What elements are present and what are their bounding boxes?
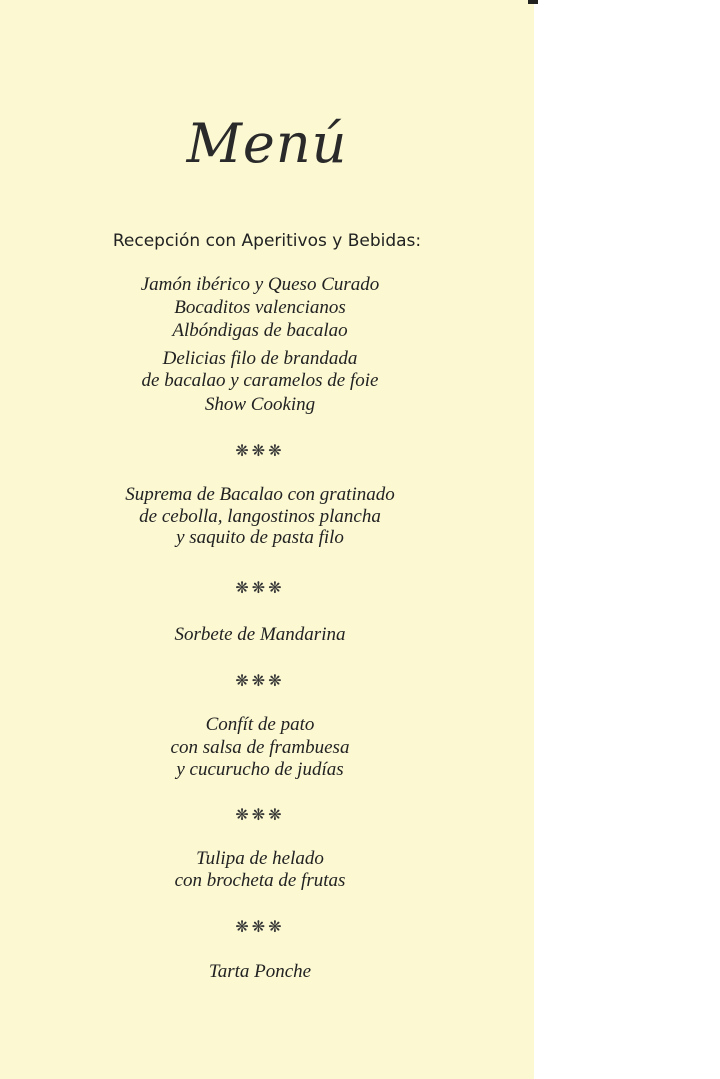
course-line: y cucurucho de judías [176, 759, 344, 780]
course-line: y saquito de pasta filo [176, 527, 344, 548]
ornament-separator: ❋❋❋ [235, 578, 285, 597]
course-line: Sorbete de Mandarina [174, 624, 346, 645]
course-line: Confít de pato [205, 714, 315, 735]
scan-corner-mark [528, 0, 538, 4]
course-line: de cebolla, langostinos plancha [139, 506, 381, 527]
reception-item: Jamón ibérico y Queso Curado [140, 274, 380, 295]
course-line: con brocheta de frutas [174, 870, 346, 891]
reception-item: de bacalao y caramelos de foie [141, 370, 379, 391]
reception-item: Albóndigas de bacalao [172, 320, 348, 341]
course-line: Tarta Ponche [208, 961, 312, 982]
ornament-separator: ❋❋❋ [235, 805, 285, 824]
ornament-separator: ❋❋❋ [235, 671, 285, 690]
ornament-separator: ❋❋❋ [235, 441, 285, 460]
reception-item: Bocaditos valencianos [174, 297, 346, 318]
course-line: Tulipa de helado [196, 848, 324, 869]
reception-item: Show Cooking [204, 394, 316, 415]
course-line: con salsa de frambuesa [170, 737, 350, 758]
reception-item: Delicias filo de brandada [162, 348, 358, 369]
course-line: Suprema de Bacalao con gratinado [125, 484, 395, 505]
ornament-separator: ❋❋❋ [235, 917, 285, 936]
menu-title: Menú [186, 112, 348, 175]
reception-heading: Recepción con Aperitivos y Bebidas: [112, 231, 422, 251]
